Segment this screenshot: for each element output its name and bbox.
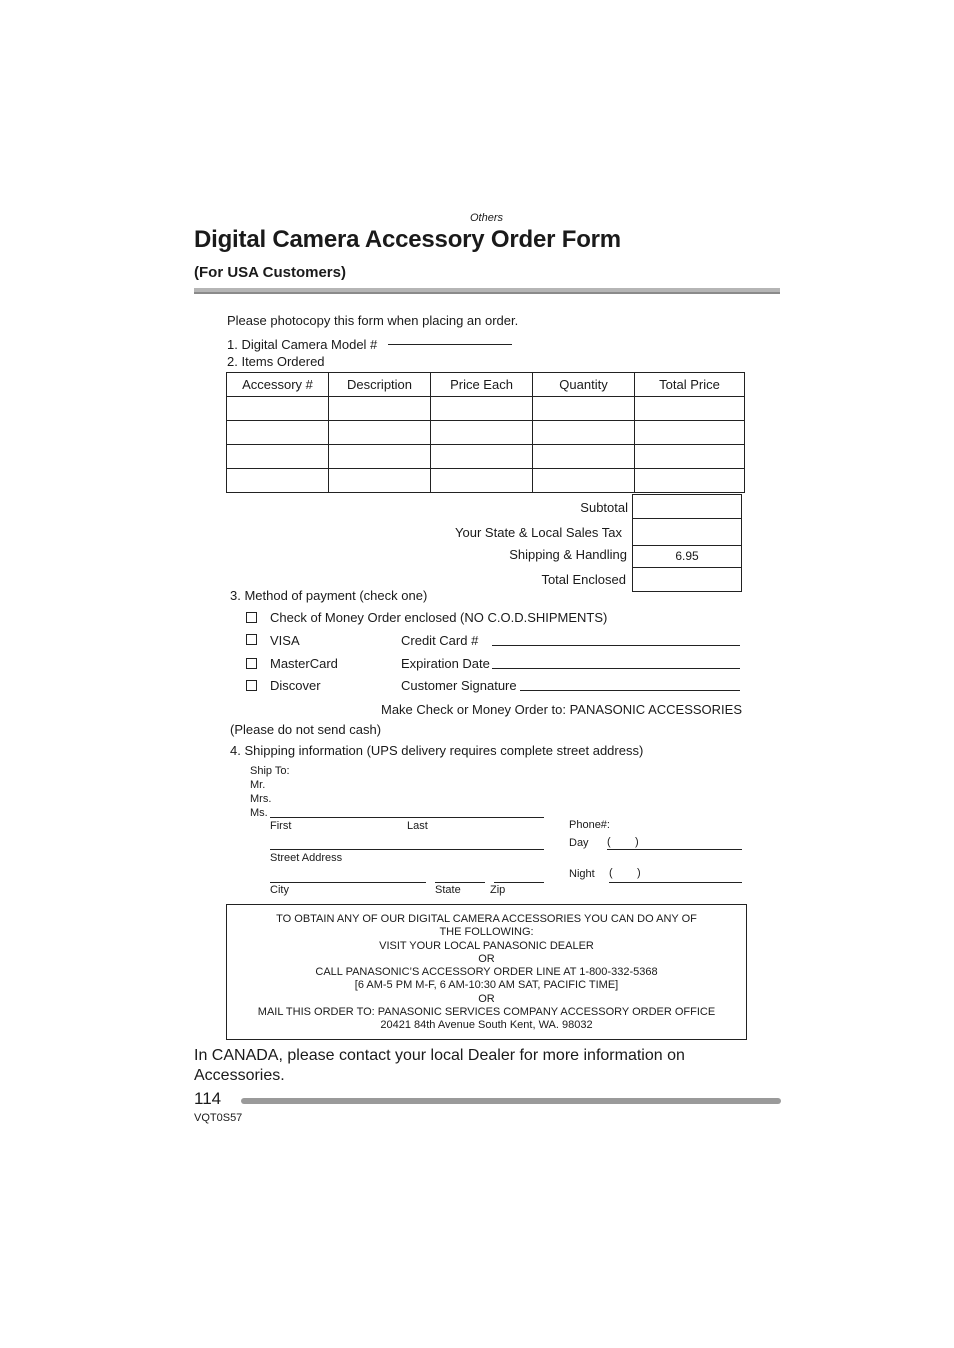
table-cell[interactable] [227,445,329,469]
shipping-heading: 4. Shipping information (UPS delivery requires complete street address) [230,743,644,758]
street-input-line[interactable] [270,849,544,850]
total-field[interactable] [632,567,742,592]
no-cash-note: (Please do not send cash) [230,722,382,737]
night-phone-label: Night [569,868,595,880]
table-cell[interactable] [533,445,635,469]
subtotal-label: Subtotal [580,500,628,515]
canada-note: In CANADA, please contact your local Dealer for more information on Accessories. [194,1047,685,1084]
document-code: VQT0S57 [194,1112,243,1124]
city-label: City [270,884,289,896]
mastercard-label: MasterCard [270,656,338,671]
expiration-input-line[interactable] [492,668,740,669]
phone-label: Phone#: [569,819,610,831]
model-input-line[interactable] [388,344,512,345]
discover-label: Discover [270,678,321,693]
day-phone-label: Day [569,837,589,849]
table-cell[interactable] [635,397,745,421]
day-phone-input-line[interactable] [607,849,742,850]
visa-label: VISA [270,633,300,648]
payment-heading: 3. Method of payment (check one) [230,588,428,603]
column-header: Total Price [635,373,745,397]
table-cell[interactable] [329,445,431,469]
table-row [227,421,745,445]
signature-input-line[interactable] [520,690,740,691]
items-table [226,372,745,493]
night-paren-close: ) [637,867,641,879]
intro-text: Please photocopy this form when placing an order. [227,313,519,328]
table-cell[interactable] [227,421,329,445]
street-label: Street Address [270,852,343,864]
section-label: Others [470,212,504,224]
mrs-label: Mrs. [250,793,272,805]
table-cell[interactable] [635,445,745,469]
table-row [227,445,745,469]
name-input-line[interactable] [270,817,544,818]
mastercard-checkbox[interactable] [246,658,257,669]
shipping-label: Shipping & Handling [509,547,627,562]
ms-label: Ms. [250,807,268,819]
tax-label: Your State & Local Sales Tax [455,525,622,540]
make-check-note: Make Check or Money Order to: PANASONIC ACCESSORIES [381,702,742,717]
info-line: CALL PANASONIC’S ACCESSORY ORDER LINE AT 1-800-332-5368 [315,966,658,979]
shipping-field: 6.95 [632,545,742,568]
total-label: Total Enclosed [541,572,626,587]
first-name-label: First [270,820,292,832]
mr-label: Mr. [250,779,266,791]
page-title: Digital Camera Accessory Order Form [194,226,621,253]
column-header: Quantity [533,373,635,397]
discover-checkbox[interactable] [246,680,257,691]
ship-to-label: Ship To: [250,765,290,777]
model-label: 1. Digital Camera Model # [227,337,378,352]
zip-input-line[interactable] [494,882,544,883]
table-cell[interactable] [431,397,533,421]
day-paren-close: ) [635,836,639,848]
state-input-line[interactable] [435,882,485,883]
page-number: 114 [194,1089,222,1108]
table-cell[interactable] [533,469,635,493]
table-cell[interactable] [329,469,431,493]
info-line: OR [478,992,495,1005]
items-ordered-label: 2. Items Ordered [227,354,325,369]
info-line: THE FOLLOWING: [439,926,534,939]
info-line: OR [478,952,495,965]
table-cell[interactable] [635,469,745,493]
info-line: TO OBTAIN ANY OF OUR DIGITAL CAMERA ACCESSORIES YOU CAN DO ANY OF [276,913,697,925]
table-cell[interactable] [431,445,533,469]
table-cell[interactable] [227,397,329,421]
ordering-info-box [226,904,747,1040]
info-line: 20421 84th Avenue South Kent, WA. 98032 [380,1019,593,1032]
header-divider [194,288,780,294]
info-line: MAIL THIS ORDER TO: PANASONIC SERVICES COMPANY ACCESSORY ORDER OFFICE [257,1006,716,1019]
night-phone-input-line[interactable] [609,882,742,883]
day-paren-open: ( [607,836,611,848]
subtotal-field[interactable] [632,494,742,519]
footer-divider [241,1098,781,1104]
table-cell[interactable] [431,421,533,445]
info-line: [6 AM-5 PM M-F, 6 AM-10:30 AM SAT, PACIFIC TIME] [354,979,619,992]
credit-card-input-line[interactable] [492,645,740,646]
state-label: State [435,884,461,896]
city-input-line[interactable] [270,882,426,883]
credit-card-label: Credit Card # [401,633,479,648]
tax-field[interactable] [632,518,742,546]
column-header: Price Each [431,373,533,397]
night-paren-open: ( [609,867,613,879]
table-cell[interactable] [635,421,745,445]
check-option-label: Check of Money Order enclosed (NO C.O.D.SHIPMENTS) [270,610,608,625]
expiration-label: Expiration Date [401,656,490,671]
info-line: VISIT YOUR LOCAL PANASONIC DEALER [379,939,594,952]
table-cell[interactable] [533,397,635,421]
column-header: Accessory # [227,373,329,397]
page-subtitle: (For USA Customers) [194,264,346,281]
column-header: Description [329,373,431,397]
table-row [227,397,745,421]
check-checkbox[interactable] [246,612,257,623]
visa-checkbox[interactable] [246,634,257,645]
table-cell[interactable] [227,469,329,493]
table-cell[interactable] [329,421,431,445]
table-cell[interactable] [533,421,635,445]
table-row [227,469,745,493]
zip-label: Zip [490,884,506,896]
table-cell[interactable] [431,469,533,493]
last-name-label: Last [407,820,428,832]
table-header-row [227,373,745,397]
table-cell[interactable] [329,397,431,421]
signature-label: Customer Signature [401,678,517,693]
